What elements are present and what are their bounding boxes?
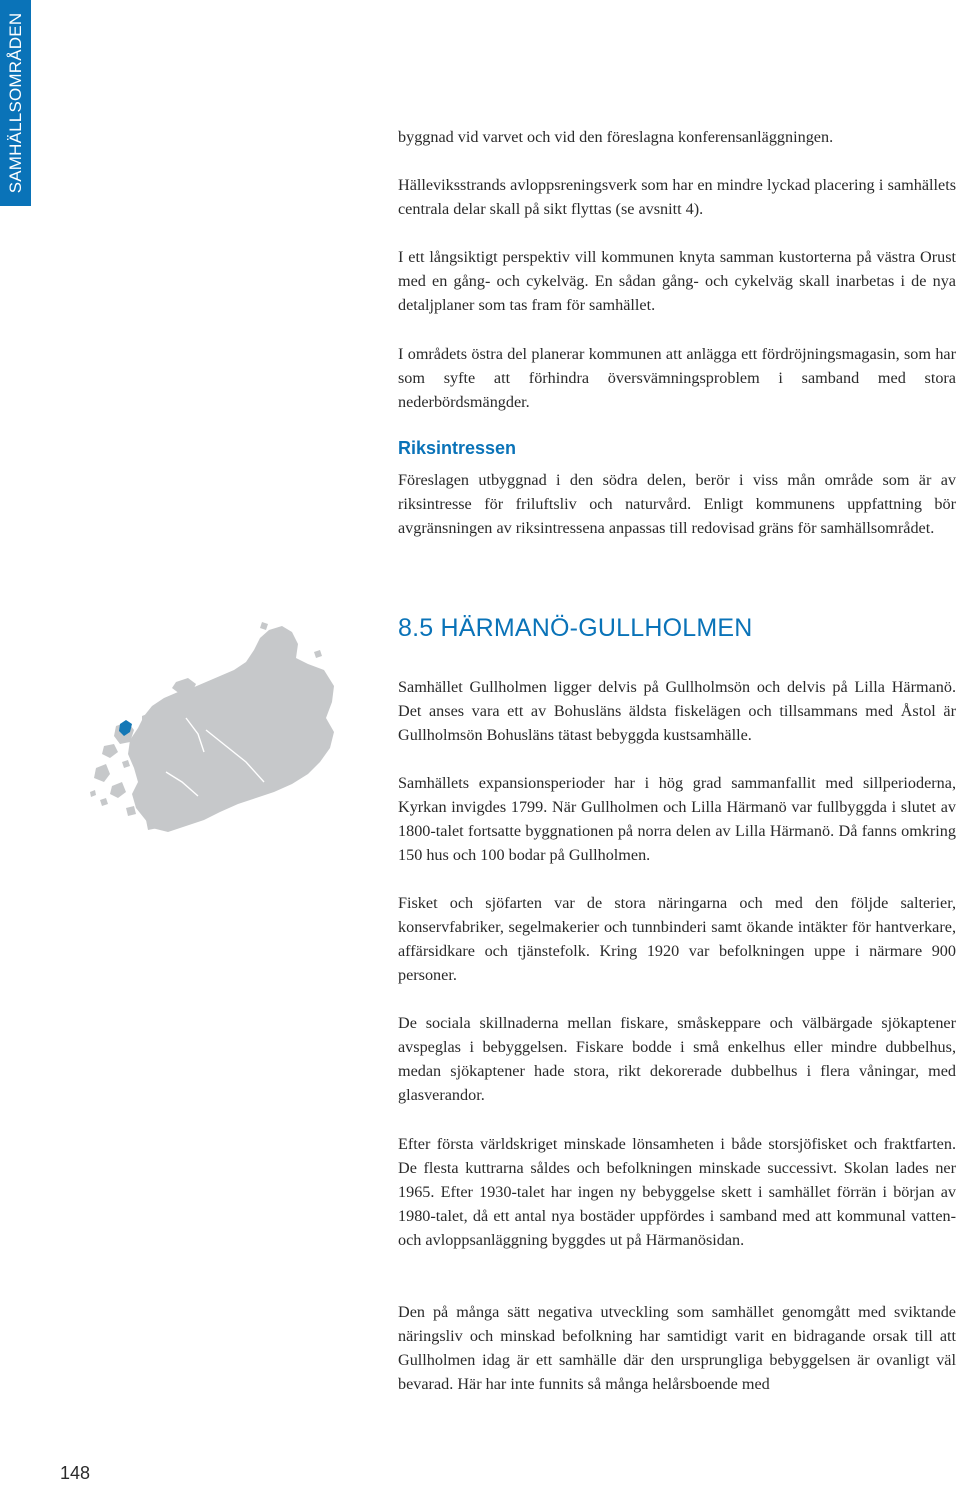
section-title: 8.5 HÄRMANÖ-GULLHOLMEN bbox=[398, 614, 753, 642]
paragraph-riksintressen bbox=[398, 468, 956, 540]
paragraph-text: byggnad vid varvet och vid den föreslagna konferensanläggningen. bbox=[398, 128, 834, 146]
paragraph-section-6 bbox=[398, 1300, 956, 1396]
paragraph-text: Den på många sätt negativa utveckling som samhället genomgått med sviktande näringsliv och minskad befolkning har samtidigt varit en bidragande orsak till att Gullholmen idag är ett samhälle där den ursprungliga bebyggelsen är ovanligt väl bevarad. Här har inte funnits så många helårsboende med bbox=[398, 1303, 956, 1393]
paragraph-intro-1 bbox=[398, 125, 956, 149]
paragraph-intro-3 bbox=[398, 245, 956, 317]
side-tab bbox=[0, 0, 31, 206]
riksintressen-heading: Riksintressen bbox=[398, 438, 517, 458]
paragraph-intro-2 bbox=[398, 173, 956, 221]
paragraph-text: Samhället Gullholmen ligger delvis på Gullholmsön och delvis på Lilla Härmanö. Det anses vara ett av Bohusläns äldsta fiskelägen och tillsammans med Åstol är Gullholmsön Bohusläns tätast bebyggda kustsamhälle. bbox=[398, 678, 956, 744]
orust-locator-map bbox=[86, 622, 348, 836]
island-map-graphic bbox=[86, 622, 348, 836]
paragraph-text: Efter första världskriget minskade lönsamheten i både storsjöfisket och fraktfarten. De flesta kuttrarna såldes och befolkningen minskade successivt. Skolan lades ner 1965. Efter 1930-talet har ingen ny bebyggelse skett i samhället förrän i början av 1980-talet, då ett antal nya bostäder uppfördes i samband med att kommunal vatten- och avloppsanläggning byggdes ut på Härmanösidan. bbox=[398, 1135, 956, 1249]
paragraph-text: Samhällets expansionsperioder har i hög grad sammanfallit med sillperioderna, Kyrkan invigdes 1799. När Gullholmen och Lilla Härmanö var fullbyggda i slutet av 1800-talet fortsatte byggnationen på norra delen av Lilla Härmanö. Då fanns omkring 150 hus och 100 bodar på Gullholmen. bbox=[398, 774, 956, 864]
paragraph-section-3 bbox=[398, 891, 956, 987]
paragraph-text: Föreslagen utbyggnad i den södra delen, berör i viss mån område som är av riksintresse för friluftsliv och naturvård. Enligt kommunens uppfattning bör avgränsningen av riksintressena anpassas till redovisad gräns för samhällsområdet. bbox=[398, 471, 956, 537]
page-number: 148 bbox=[60, 1463, 91, 1483]
paragraph-text: Hälleviksstrands avloppsreningsverk som har en mindre lyckad placering i samhällets centrala delar skall på sikt flyttas (se avsnitt 4). bbox=[398, 176, 956, 218]
paragraph-text: Fisket och sjöfarten var de stora näringarna och med den följde salterier, konservfabriker, segelmakerier och tunnbinderi samt ökande intäkter för hantverkare, affärsidkare och tjänstefolk. Kring 1920 var befolkningen uppe i närmare 900 personer. bbox=[398, 894, 956, 984]
paragraph-section-5 bbox=[398, 1132, 956, 1252]
paragraph-text: I områdets östra del planerar kommunen att anlägga ett fördröjningsmagasin, som har som syfte att förhindra översvämningsproblem i samband med stora nederbördsmängder. bbox=[398, 345, 956, 411]
paragraph-text: De sociala skillnaderna mellan fiskare, småskeppare och välbärgade sjökaptener avspeglas i bebyggelsen. Fiskare bodde i små enkelhus eller mindre dubbelhus, medan sjökaptener hade stora, rikt dekorerade dubbelhus i flera våningar, med glasverandor. bbox=[398, 1014, 956, 1104]
paragraph-section-1 bbox=[398, 675, 956, 747]
paragraph-section-4 bbox=[398, 1011, 956, 1107]
paragraph-section-2 bbox=[398, 771, 956, 867]
paragraph-text: I ett långsiktigt perspektiv vill kommunen knyta samman kustorterna på västra Orust med en gång- och cykelväg. En sådan gång- och cykelväg skall inarbetas i de nya detaljplaner som tas fram för samhället. bbox=[398, 248, 956, 314]
side-tab-label: SAMHÄLLSOMRÅDEN bbox=[5, 12, 25, 194]
paragraph-intro-4 bbox=[398, 342, 956, 414]
